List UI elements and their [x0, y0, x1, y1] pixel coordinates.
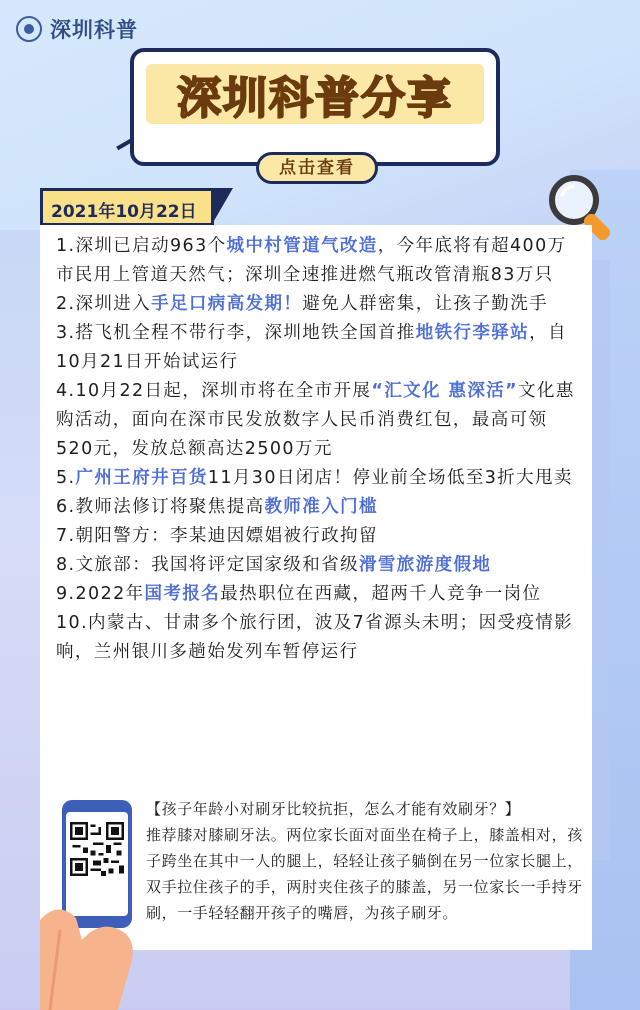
news-text: 9.2022年	[56, 584, 145, 604]
news-item	[56, 580, 584, 609]
news-highlight: 广州王府井百货	[75, 468, 208, 488]
news-text: 1.深圳已启动963个	[56, 236, 227, 256]
news-text: 文化惠购活动，面向在深市民发放数字人民币消费红包，最高可领520元，发放总额高达2500万元	[56, 381, 575, 459]
news-text: ，自10月21日开始试运行	[56, 323, 567, 372]
news-text: 10.内蒙古、甘肃多个旅行团，波及7省源头未明；因受疫情影响，兰州银川多趟始发列车暂停运行	[56, 613, 574, 662]
news-highlight: 滑雪旅游度假地	[359, 555, 492, 575]
news-highlight: 地铁行李驿站	[415, 323, 530, 343]
page-title: 深圳科普分享	[177, 73, 453, 124]
news-highlight: “汇文化 惠深活”	[371, 381, 519, 401]
tip-title: 【孩子年龄小对刷牙比较抗拒，怎么才能有效刷牙？】	[146, 800, 521, 818]
news-text: 避免人群密集，让孩子勤洗手	[302, 294, 549, 314]
title-card	[130, 48, 500, 166]
news-item	[56, 609, 584, 667]
news-item	[56, 377, 584, 464]
news-highlight: 城中村管道气改造	[226, 236, 378, 256]
news-highlight: 国考报名	[144, 584, 221, 604]
news-item	[56, 319, 584, 377]
tip-body: 推荐膝对膝刷牙法。两位家长面对面坐在椅子上，膝盖相对，孩子跨坐在其中一人的腿上，轻轻让孩子躺倒在另一位家长腿上，双手拉住孩子的手，两肘夹住孩子的膝盖，另一位家长一手持牙刷，一手轻轻翻开孩子的嘴唇，为孩子刷牙。	[146, 826, 583, 922]
tip-section	[146, 796, 590, 926]
date-label: 2021年10月22日	[51, 202, 197, 222]
news-text: 7.朝阳警方：李某迪因嫖娼被行政拘留	[56, 526, 378, 546]
view-button[interactable]: 点击查看	[256, 152, 378, 184]
news-highlight: 手足口病高发期！	[151, 294, 303, 314]
news-item	[56, 493, 584, 522]
news-text: 8.文旅部：我国将评定国家级和省级	[56, 555, 359, 575]
news-text: 11月30日闭店！停业前全场低至3折大甩卖	[207, 468, 573, 488]
news-text: 最热职位在西藏，超两千人竞争一岗位	[220, 584, 542, 604]
hand-phone-icon	[40, 860, 160, 1010]
logo	[16, 14, 138, 44]
news-item	[56, 551, 584, 580]
news-item	[56, 290, 584, 319]
news-list	[56, 232, 584, 667]
logo-text: 深圳科普	[50, 17, 138, 42]
news-text: ，今年底将有超400万市民用上管道天然气；深圳全速推进燃气瓶改管清瓶83万只	[56, 236, 567, 285]
news-item	[56, 522, 584, 551]
news-item	[56, 232, 584, 290]
news-text: 6.教师法修订将聚焦提高	[56, 497, 265, 517]
news-text: 4.10月22日起，深圳市将在全市开展	[56, 381, 372, 401]
news-text: 2.深圳进入	[56, 294, 152, 314]
seal-logo-icon	[16, 16, 42, 42]
news-text: 5.	[56, 468, 76, 488]
date-tab	[40, 188, 214, 226]
news-text: 3.搭飞机全程不带行李，深圳地铁全国首推	[56, 323, 416, 343]
news-highlight: 教师准入门槛	[264, 497, 378, 517]
news-item	[56, 464, 584, 493]
